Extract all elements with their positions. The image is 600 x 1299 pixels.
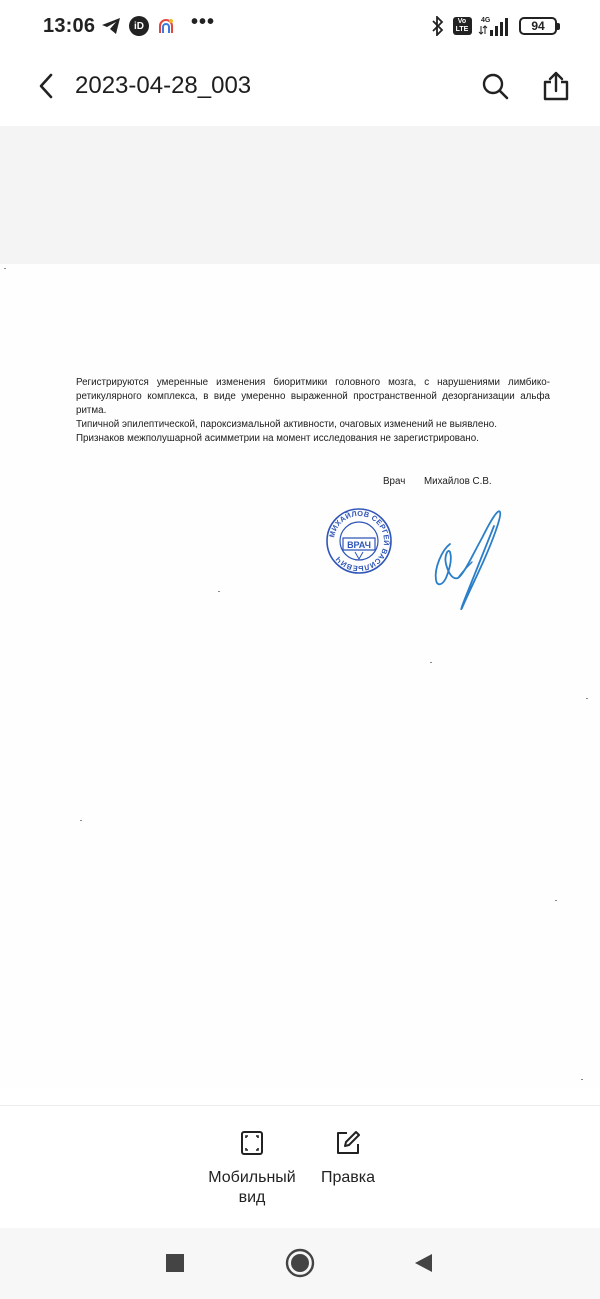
paragraph-asymmetry: Признаков межполушарной асимметрии на момент исследования не зарегистрировано.: [76, 433, 479, 444]
paragraph-findings: Регистрируются умеренные изменения биоритмики головного мозга, с нарушениями лимбико-ретикулярного комплекса, в виде умеренно выраженной пространственной дезорганизации альфа ритма.: [76, 377, 550, 416]
square-icon: [165, 1253, 185, 1273]
home-button[interactable]: [285, 1248, 315, 1278]
volte-label: Vo LTE: [453, 17, 472, 35]
stamp-ring-text: МИХАЙЛОВ СЕРГЕЙ ВАСИЛЬЕВИЧ: [327, 508, 392, 574]
search-button[interactable]: [476, 67, 514, 105]
doctor-stamp: [325, 507, 393, 575]
mobile-view-icon: [239, 1130, 265, 1156]
doctor-signature: [428, 506, 508, 614]
signal-icon: [478, 14, 512, 38]
status-bar: [0, 0, 600, 52]
document-page[interactable]: [0, 264, 600, 1088]
system-back-button[interactable]: [408, 1248, 438, 1278]
circle-icon: [285, 1248, 315, 1278]
id-badge: iD: [129, 16, 149, 36]
stamp-center-text: ВРАЧ: [347, 540, 371, 550]
app-bar: [0, 52, 600, 126]
recent-apps-button[interactable]: [160, 1248, 190, 1278]
system-nav-bar: [0, 1228, 600, 1299]
share-icon: [542, 71, 570, 101]
scan-speck: [555, 900, 557, 901]
triangle-back-icon: [412, 1252, 434, 1274]
scan-speck: [218, 591, 220, 592]
edit-label: Правка: [320, 1169, 376, 1186]
paragraph-epileptic: Типичной эпилептической, пароксизмальной активности, очаговых изменений не выявлено.: [76, 419, 497, 430]
mobile-view-button[interactable]: [200, 1130, 304, 1208]
volte-icon: [452, 14, 472, 38]
battery-indicator: 94: [519, 17, 557, 35]
id-app-icon: [129, 14, 149, 38]
scan-speck: [80, 820, 82, 821]
conclusion-text: [76, 376, 550, 446]
doctor-name: Михайлов С.В.: [424, 476, 492, 487]
edit-button[interactable]: [312, 1130, 384, 1188]
telegram-icon: [100, 14, 122, 38]
share-button[interactable]: [537, 67, 575, 105]
scan-speck: [586, 698, 588, 699]
mobile-view-label: Мобильный вид: [208, 1169, 296, 1206]
more-notifications-icon: •••: [191, 10, 216, 33]
svg-text:4G: 4G: [481, 17, 491, 24]
edit-icon: [335, 1130, 361, 1156]
doctor-label: Врач: [383, 476, 406, 487]
search-icon: [481, 72, 509, 100]
status-time: 13:06: [43, 15, 96, 37]
bottom-toolbar: [0, 1105, 600, 1227]
notification-app-icon: [157, 14, 175, 38]
back-button[interactable]: [28, 68, 64, 104]
scan-speck: [4, 268, 6, 269]
bluetooth-icon: [430, 14, 446, 38]
scan-speck: [581, 1079, 583, 1080]
chevron-left-icon: [37, 73, 55, 99]
document-title: 2023-04-28_003: [75, 72, 252, 99]
scan-speck: [430, 662, 432, 663]
